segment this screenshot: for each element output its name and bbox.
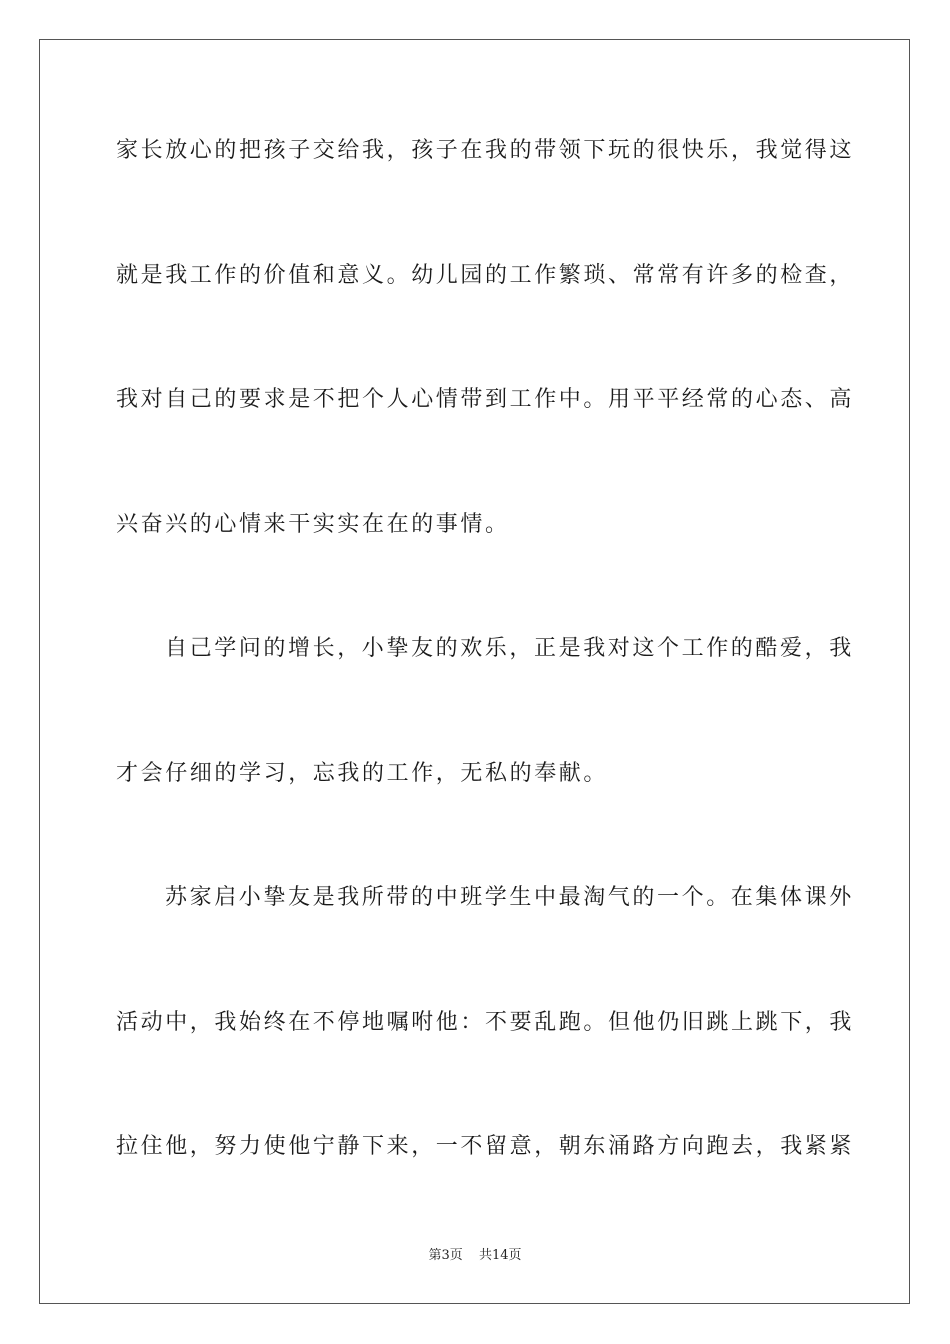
page-border xyxy=(39,39,910,1304)
text-line-2: 就是我工作的价值和意义。幼儿园的工作繁琐、常常有许多的检查， xyxy=(116,263,855,288)
text-line-5: 自己学问的增长，小挚友的欢乐，正是我对这个工作的酷爱，我 xyxy=(165,636,854,661)
page-total: 共14页 xyxy=(478,1248,522,1263)
text-line-3: 我对自己的要求是不把个人心情带到工作中。用平平经常的心态、高 xyxy=(116,387,855,412)
page-footer xyxy=(0,1247,950,1265)
text-line-9: 拉住他，努力使他宁静下来，一不留意，朝东涌路方向跑去，我紧紧 xyxy=(116,1134,855,1159)
text-line-6: 才会仔细的学习，忘我的工作，无私的奉献。 xyxy=(116,761,609,786)
text-line-1: 家长放心的把孩子交给我，孩子在我的带领下玩的很快乐，我觉得这 xyxy=(116,138,855,163)
text-line-4: 兴奋兴的心情来干实实在在的事情。 xyxy=(116,512,510,537)
text-line-8: 活动中，我始终在不停地嘱咐他：不要乱跑。但他仍旧跳上跳下，我 xyxy=(116,1010,855,1035)
text-line-7: 苏家启小挚友是我所带的中班学生中最淘气的一个。在集体课外 xyxy=(165,885,854,910)
page-number: 第3页 xyxy=(428,1248,463,1263)
